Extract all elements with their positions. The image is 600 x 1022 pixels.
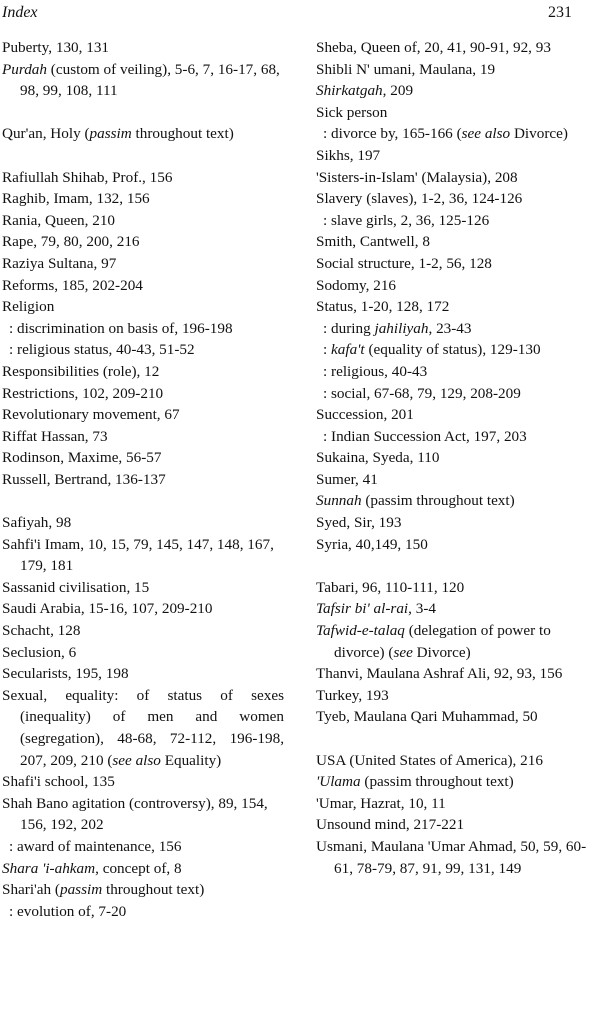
entry-text: Sexual, equality: of status of sexes (inequality) of men and women (segregation), 48-68, 72-112, 196-198, 207, 209, 210 ( — [2, 686, 284, 769]
entry-text: Shah Bano agitation (controversy), 89, 154, 156, 192, 202 — [2, 794, 268, 834]
entry-text: : religious status, 40-43, 51-52 — [9, 341, 195, 359]
index-entry — [316, 598, 592, 620]
entry-text: : slave girls, 2, 36, 125-126 — [323, 211, 490, 229]
entry-text: Sheba, Queen of, 20, 41, 90-91, 92, 93 — [316, 39, 551, 56]
entry-text: Status, 1-20, 128, 172 — [316, 298, 450, 316]
index-spacer — [2, 102, 284, 124]
index-entry — [2, 858, 284, 880]
index-entry — [2, 59, 284, 102]
entry-text: USA (United States of America), 216 — [316, 751, 543, 769]
index-spacer — [2, 145, 284, 167]
index-entry — [2, 188, 284, 210]
entry-text: Social structure, 1-2, 56, 128 — [316, 254, 492, 272]
entry-text: , 3-4 — [408, 600, 436, 618]
index-entry — [2, 123, 284, 145]
italic-term: Tafsir bi' al-rai — [316, 600, 409, 618]
index-entry — [2, 793, 284, 836]
index-entry — [2, 404, 284, 426]
entry-text: Raghib, Imam, 132, 156 — [2, 190, 150, 208]
entry-text: Secularists, 195, 198 — [2, 665, 129, 683]
entry-text: Shari'ah ( — [2, 881, 60, 899]
entry-text: Slavery (slaves), 1-2, 36, 124-126 — [316, 190, 523, 208]
index-entry — [2, 771, 284, 793]
italic-term: see also — [461, 125, 511, 143]
index-entry — [2, 620, 284, 642]
italic-term: 'Ulama — [316, 773, 361, 791]
entry-text: Rape, 79, 80, 200, 216 — [2, 233, 140, 251]
index-entry — [316, 750, 592, 772]
entry-text: Unsound mind, 217-221 — [316, 816, 465, 834]
entry-text: Restrictions, 102, 209-210 — [2, 384, 164, 402]
entry-text: , concept of, 8 — [95, 859, 182, 877]
index-subentry — [316, 123, 592, 145]
entry-text: Riffat Hassan, 73 — [2, 427, 108, 445]
entry-text: : divorce by, 165-166 ( — [323, 125, 462, 143]
italic-term: Purdah — [2, 60, 47, 78]
italic-term: see — [393, 643, 413, 661]
entry-text: (passim throughout text) — [361, 492, 515, 510]
index-subentry — [316, 318, 592, 340]
entry-text: throughout text) — [131, 125, 234, 143]
section-title: Index — [2, 4, 38, 21]
entry-text: : — [323, 341, 332, 359]
entry-text: : award of maintenance, 156 — [9, 837, 182, 855]
index-subentry — [2, 318, 284, 340]
index-entry — [316, 793, 592, 815]
entry-text: Tyeb, Maulana Qari Muhammad, 50 — [316, 708, 538, 726]
index-entry — [316, 404, 592, 426]
index-entry — [2, 469, 284, 491]
entry-text: Sumer, 41 — [316, 470, 378, 488]
entry-text: Sukaina, Syeda, 110 — [316, 449, 440, 467]
index-entry — [316, 771, 592, 793]
index-entry — [316, 231, 592, 253]
entry-text: Raziya Sultana, 97 — [2, 254, 117, 272]
entry-text: Sikhs, 197 — [316, 146, 381, 164]
index-subentry — [316, 210, 592, 232]
index-entry — [316, 275, 592, 297]
entry-text: Rodinson, Maxime, 56-57 — [2, 449, 162, 467]
entry-text: throughout text) — [102, 881, 205, 899]
entry-text: Thanvi, Maulana Ashraf Ali, 92, 93, 156 — [316, 665, 563, 683]
index-entry — [316, 102, 592, 124]
index-column-left — [2, 37, 284, 922]
entry-text: Tabari, 96, 110-111, 120 — [316, 578, 465, 596]
index-entry — [316, 663, 592, 685]
italic-term: passim — [59, 881, 103, 899]
entry-text: Divorce) — [412, 643, 471, 661]
index-entry — [2, 534, 284, 577]
index-entry — [2, 642, 284, 664]
index-subentry — [2, 339, 284, 361]
entry-text: Shibli N' umani, Maulana, 19 — [316, 60, 496, 78]
italic-term: Sunnah — [316, 492, 362, 510]
entry-text: Puberty, 130, 131 — [2, 39, 110, 56]
index-entry — [316, 59, 592, 81]
index-entry — [316, 145, 592, 167]
entry-text: Succession, 201 — [316, 406, 414, 424]
index-spacer — [316, 555, 592, 577]
index-entry — [316, 167, 592, 189]
index-entry — [2, 512, 284, 534]
index-subentry — [316, 426, 592, 448]
entry-text: Safiyah, 98 — [2, 514, 72, 532]
index-subentry — [316, 383, 592, 405]
index-entry — [2, 447, 284, 469]
index-entry — [316, 469, 592, 491]
entry-text: Seclusion, 6 — [2, 643, 77, 661]
index-entry — [2, 275, 284, 297]
index-entry — [2, 210, 284, 232]
entry-text: : during — [323, 319, 375, 337]
entry-text: Divorce) — [510, 125, 568, 143]
index-entry — [2, 879, 284, 901]
entry-text: (custom of veiling), 5-6, 7, 16-17, 68, 98, 99, 108, 111 — [20, 60, 280, 100]
index-entry — [2, 361, 284, 383]
italic-term: kafa't — [331, 341, 365, 359]
index-entry — [316, 706, 592, 728]
index-entry — [2, 598, 284, 620]
entry-text: Revolutionary movement, 67 — [2, 406, 180, 424]
entry-text: Religion — [2, 298, 55, 316]
index-entry — [316, 80, 592, 102]
entry-text: Rania, Queen, 210 — [2, 211, 116, 229]
entry-text: Qur'an, Holy ( — [2, 125, 90, 143]
entry-text: Saudi Arabia, 15-16, 107, 209-210 — [2, 600, 213, 618]
entry-text: Schacht, 128 — [2, 622, 81, 640]
entry-text: : Indian Succession Act, 197, 203 — [323, 427, 527, 445]
index-entry — [316, 685, 592, 707]
entry-text: Responsibilities (role), 12 — [2, 362, 160, 380]
entry-text: : discrimination on basis of, 196-198 — [9, 319, 233, 337]
entry-text: 'Umar, Hazrat, 10, 11 — [316, 794, 446, 812]
index-entry — [316, 447, 592, 469]
index-entry — [2, 231, 284, 253]
page-number: 231 — [548, 4, 572, 21]
index-entry — [316, 577, 592, 599]
index-entry — [316, 37, 592, 59]
index-entry — [316, 188, 592, 210]
index-entry — [316, 253, 592, 275]
index-entry — [316, 512, 592, 534]
entry-text: Sahfi'i Imam, 10, 15, 79, 145, 147, 148, 167, 179, 181 — [2, 535, 274, 575]
index-spacer — [316, 728, 592, 750]
entry-text: (equality of status), 129-130 — [364, 341, 541, 359]
entry-text: Syed, Sir, 193 — [316, 514, 402, 532]
entry-text: Usmani, Maulana 'Umar Ahmad, 50, 59, 60-61, 78-79, 87, 91, 99, 131, 149 — [316, 837, 587, 877]
entry-text: Syria, 40,149, 150 — [316, 535, 428, 553]
index-entry — [316, 534, 592, 556]
italic-term: Tafwid-e-talaq — [316, 622, 405, 640]
index-entry — [2, 167, 284, 189]
entry-text: : social, 67-68, 79, 129, 208-209 — [323, 384, 521, 402]
entry-text: Rafiullah Shihab, Prof., 156 — [2, 168, 173, 186]
index-column-right — [316, 37, 592, 879]
entry-text: 'Sisters-in-Islam' (Malaysia), 208 — [316, 168, 518, 186]
index-entry — [2, 37, 284, 59]
index-entry — [2, 383, 284, 405]
entry-text: (delegation of power to divorce) ( — [334, 622, 551, 661]
index-entry — [2, 253, 284, 275]
entry-text: Equality) — [160, 751, 222, 769]
entry-text: : evolution of, 7-20 — [9, 902, 127, 920]
index-entry — [316, 836, 592, 879]
italic-term: see also — [112, 751, 161, 769]
italic-term: passim — [89, 125, 132, 143]
index-entry — [2, 426, 284, 448]
entry-text: Reforms, 185, 202-204 — [2, 276, 143, 294]
entry-text: Shafi'i school, 135 — [2, 773, 115, 791]
index-entry — [2, 577, 284, 599]
index-entry — [316, 296, 592, 318]
index-entry — [2, 296, 284, 318]
entry-text: Sodomy, 216 — [316, 276, 397, 294]
index-subentry — [2, 836, 284, 858]
entry-text: Turkey, 193 — [316, 686, 389, 704]
entry-text: Smith, Cantwell, 8 — [316, 233, 430, 251]
entry-text: (passim throughout text) — [360, 773, 514, 791]
index-subentry — [316, 361, 592, 383]
index-subentry — [316, 339, 592, 361]
italic-term: jahiliyah — [374, 319, 429, 337]
italic-term: Shara 'i-ahkam — [2, 859, 96, 877]
index-entry — [316, 814, 592, 836]
index-subentry — [2, 901, 284, 923]
index-entry — [2, 663, 284, 685]
index-entry — [316, 490, 592, 512]
italic-term: Shirkatgah — [316, 82, 383, 100]
entry-text: , 23-43 — [428, 319, 472, 337]
entry-text: Sassanid civilisation, 15 — [2, 578, 150, 596]
page-header — [2, 2, 572, 24]
entry-text: Russell, Bertrand, 136-137 — [2, 470, 166, 488]
entry-text: : religious, 40-43 — [323, 362, 428, 380]
index-spacer — [2, 490, 284, 512]
entry-text: Sick person — [316, 103, 388, 121]
entry-text: , 209 — [382, 82, 414, 100]
index-entry — [2, 685, 284, 771]
index-entry — [316, 620, 592, 663]
